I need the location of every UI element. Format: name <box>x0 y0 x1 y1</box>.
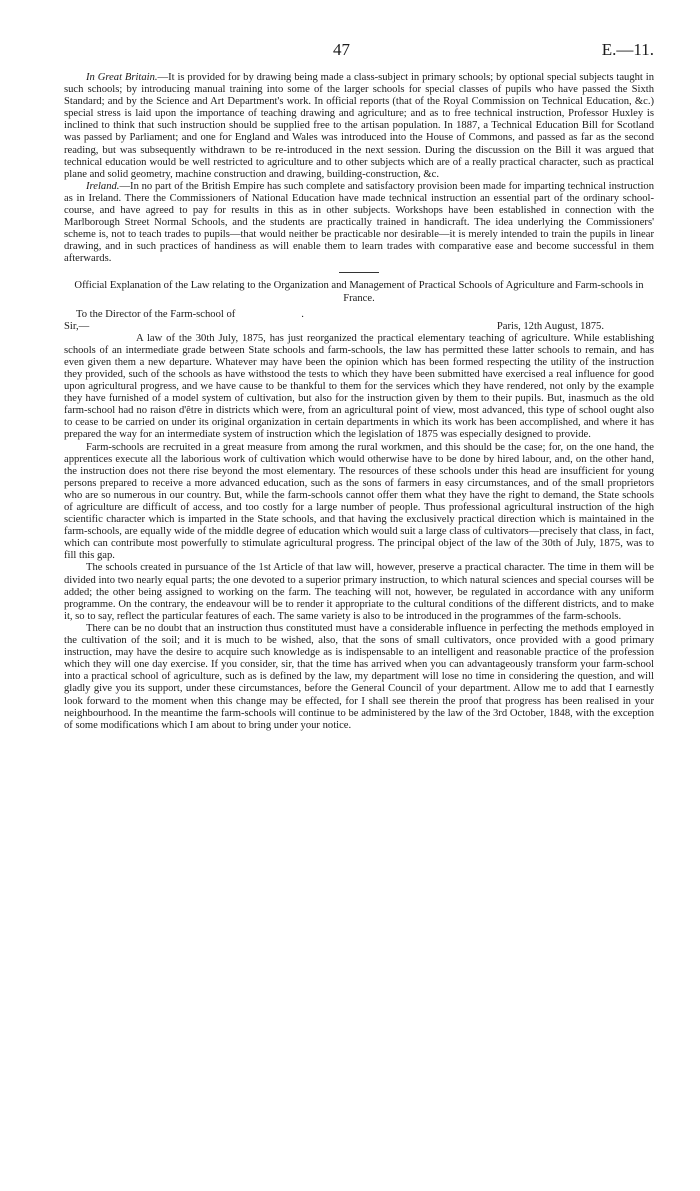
section-text-great-britain: —It is provided for by drawing being made a class-subject in primary schools; by optional special subjects taught in such schools; by introducing manual training into some of the larger schools for special classes of pupils who have passed the Sixth Standard; and by the Science and Art Department's work. In official reports (that of the Royal Commission on Technical Education, &c.) special stress is laid upon the importance of teaching drawing and agriculture; and as to free technical instruction, Professor Huxley is inclined to think that such instruction should be supplied free to the artisan population. In 1887, a Technical Education Bill for Scotland was passed by Parliament; and one for England and Wales was introduced into the House of Commons, and passed as far as the second reading, but was subsequently withdrawn to be re-introduced in the next session. During the discussion on the Bill it was argued that technical education would be well restricted to agriculture and to other subjects which are of a really practical character, such as practical plane and solid geometry, machine construction and drawing, building-construction, &c. <box>64 72 654 180</box>
letter-paragraph-2: Farm-schools are recruited in a great measure from among the rural workmen, and this should be the case; for, on the one hand, the apprentices execute all the laborious work of cultivation which would otherwise have to be done by hired labour, and, on the other hand, the instruction does not there rise beyond the most elementary. The resources of these schools under this head are insufficient for young persons prepared to receive a more advanced education, such as the sons of farmers in easy circumstances, and of the small proprietors who are so numerous in our country. But, while the farm-schools cannot offer them what they have the right to demand, the State schools of agriculture are difficult of access, and too costly for a large number of people. Thus professional agricultural instruction of the high scientific character which is imparted in the State schools, and that having the exclusively practical direction which is maintained in the farm-schools, are equally wide of the middle degree of education which would suit a large class of cultivators—precisely that class, in fact, which can contribute most powerfully to stimulate agricultural progress. The principal object of the law of the 30th of July, 1875, was to fill this gap. <box>64 441 654 562</box>
letter-salutation: Sir,— <box>64 320 90 332</box>
letter-paragraph-4: There can be no doubt that an instruction thus constituted must have a considerable influence in perfecting the methods employed in the cultivation of the soil; and it is much to be wished, also, that the sons of small cultivators, once provided with a good primary instruction, may have the desire to acquire such knowledge as is indispensable to an intelligent and reasonable practice of the profession which they will one day exercise. If you consider, sir, that the time has arrived when you can advantageously transform your farm-school into a practical school of agriculture, such as is defined by the law, my department will lose no time in considering the question, and will gladly give you its support, under these circumstances, before the General Council of your department. Allow me to add that I earnestly look forward to the moment when this change may be effected, for I shall see therein the proof that progress has been realised in your neighbourhood. In the meantime the farm-schools will continue to be administered by the law of the 3rd October, 1848, with the exception of some modifications which I am about to bring under your notice. <box>64 622 654 731</box>
page-body <box>64 72 654 732</box>
letter-address-to: To the Director of the Farm-school of <box>76 308 236 320</box>
document-reference: E.—11. <box>601 40 654 59</box>
letter-address <box>64 309 654 321</box>
paragraph-great-britain <box>64 72 654 181</box>
page-number: 47 <box>333 40 350 59</box>
paragraph-ireland <box>64 181 654 266</box>
letter-address-mark: . <box>301 308 304 320</box>
letter-paragraph-1: A law of the 30th July, 1875, has just reorganized the practical elementary teaching of agriculture. While establishing schools of an intermediate grade between State schools and farm-schools, the law has permitted these latter schools to remain, and has even given them a new departure. Whatever may have been the opinion which has been formed respecting the utility of the instruction they provided, such of the schools as have withstood the tests to which they have been submitted have exercised a real influence for good upon agricultural progress, and we have cause to be thankful to them for the services which they have rendered, not only by the example they have furnished of a model system of cultivation, but also for the instruction given by them to their pupils. But, inasmuch as the old farm-school had no raison d'être in districts which were, from an agricultural point of view, most advanced, this type of school ought also to cease to be carried on under its original organization in certain departments in which its work has been accomplished, and where it has prepared the way for an intermediate system of instruction which the legislation of 1875 was especially designed to provide. <box>64 332 654 441</box>
section-lead-ireland: Ireland. <box>86 180 120 192</box>
section-heading: Official Explanation of the Law relating to the Organization and Management of Practical Schools of Agriculture and Farm-schools in France. <box>74 279 644 304</box>
section-divider <box>339 272 379 273</box>
letter-place-date: Paris, 12th August, 1875. <box>496 320 604 332</box>
letter-paragraph-3: The schools created in pursuance of the 1st Article of that law will, however, preserve a practical character. The time in them will be divided into two nearly equal parts; the one devoted to a superior primary instruction, to which natural sciences and special courses will be added; the other being assigned to working on the farm. The teaching will not, however, be regulated in accordance with any uniform programme. On the contrary, the endeavour will be to render it appropriate to the cultural conditions of the different districts, and to make it, so to say, reflect the particular features of each. The same variety is also to be introduced in the programmes of the farm-schools. <box>64 562 654 622</box>
salutation-row <box>64 321 654 333</box>
section-text-ireland: —In no part of the British Empire has such complete and satisfactory provision been made for imparting technical instruction as in Ireland. There the Commissioners of National Education have made technical instruction an essential part of the ordinary school-course, and have agreed to pay for results in this as in other subjects. Workshops have been established in connection with the Marlborough Street Normal Schools, and the students are practically trained in handicraft. The idea underlying the Commissioners' scheme is, not to teach trades to pupils—that would neither be practicable nor desirable—it is merely intended to train the pupils in linear drawing, and in such practices of handiness as will enable them to learn trades with comparative ease and become successful in them afterwards. <box>64 180 654 265</box>
page-header <box>0 40 700 66</box>
section-lead-great-britain: In Great Britain. <box>86 72 158 83</box>
